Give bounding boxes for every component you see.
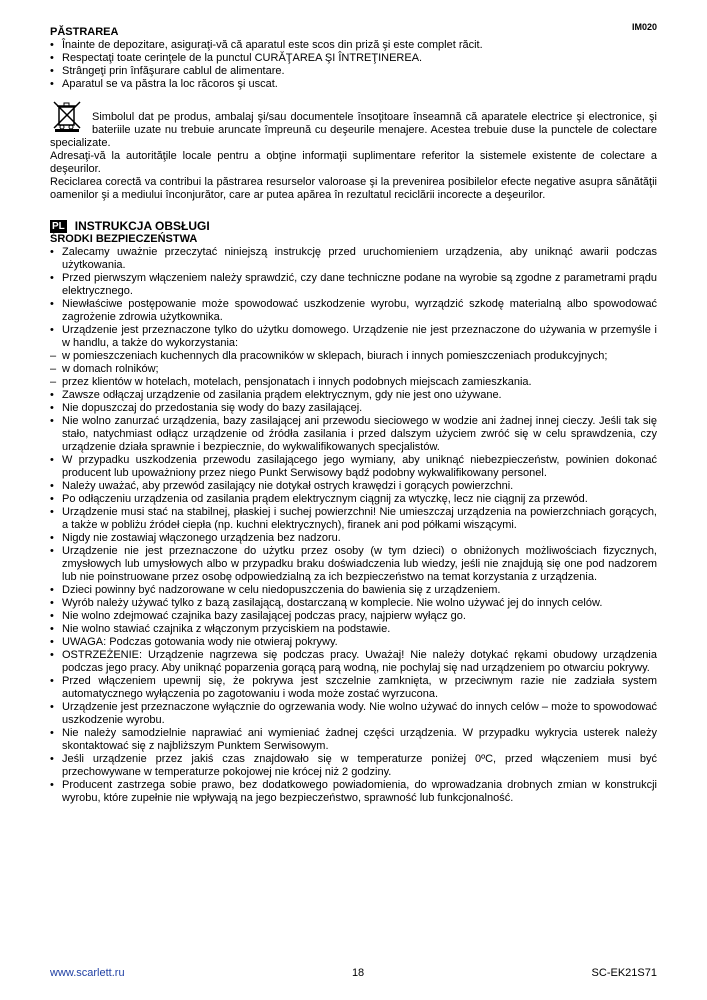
bullet-mark: • bbox=[50, 636, 54, 648]
crossed-bin-icon bbox=[50, 98, 84, 132]
list-item-text: Należy uważać, aby przewód zasilający nie dotykał ostrych krawędzi i gorących powierzchni. bbox=[62, 480, 514, 492]
page-number: 18 bbox=[351, 967, 365, 979]
bullet-mark: • bbox=[50, 246, 54, 258]
list-item-text: przez klientów w hotelach, motelach, pensjonatach i innych podobnych miejscach zamieszkania. bbox=[62, 376, 532, 388]
ro-paragraph-1: Adresaţi-vă la autorităţile locale pentru a obţine informaţii suplimentare referitor la sistemele existente de colectare a deşeurilor. bbox=[50, 150, 657, 175]
safety-heading: ŚRODKI BEZPIECZEŃSTWA bbox=[50, 233, 198, 245]
bullet-mark: • bbox=[50, 454, 54, 466]
list-item bbox=[50, 246, 657, 272]
list-item-text: Urządzenie jest przeznaczone tylko do użytku domowego. Urządzenie nie jest przeznaczone do używania w przemyśle i w handlu, a także do wykorzystania: bbox=[62, 324, 657, 349]
list-item bbox=[50, 272, 657, 298]
list-item bbox=[50, 350, 657, 363]
list-item-text: Respectaţi toate cerinţele de la punctul CURĂŢAREA ŞI ÎNTREŢINEREA. bbox=[62, 52, 423, 64]
bullet-mark: • bbox=[50, 610, 54, 622]
list-item-text: Producent zastrzega sobie prawo, bez dodatkowego powiadomienia, do wprowadzania drobnych zmian w konstrukcji wyrobu, które zupełnie nie wpływają na jego bezpieczeństwo, sprawność lub funkcjonalność. bbox=[62, 779, 657, 804]
bullet-mark: • bbox=[50, 480, 54, 492]
list-item-text: Niewłaściwe postępowanie może spowodować uszkodzenie wyrobu, wyrządzić szkodę materialną albo spowodować zagrożenie zdrowia użytkownika. bbox=[62, 298, 657, 323]
list-item-text: Înainte de depozitare, asiguraţi-vă că aparatul este scos din priză şi este complet răcit. bbox=[62, 39, 483, 51]
weee-text: Simbolul dat pe produs, ambalaj şi/sau documentele însoţitoare înseamnă că aparatele electrice şi electronice, şi bateriile uzate nu trebuie aruncate împreună cu deşeurile menajere. Acestea trebuie duse la punctele de colectare specializate. bbox=[50, 111, 657, 149]
bullet-mark: – bbox=[50, 376, 57, 388]
list-item-text: Przed pierwszym włączeniem należy sprawdzić, czy dane techniczne podane na wyrobie są zgodne z parametrami prądu elektrycznego. bbox=[62, 272, 657, 297]
list-item-text: Wyrób należy używać tylko z bazą zasilającą, dostarczaną w komplecie. Nie wolno używać jej do innych celów. bbox=[62, 597, 603, 609]
bullet-mark: • bbox=[50, 584, 54, 596]
bullet-mark: • bbox=[50, 506, 54, 518]
document-code: IM020 bbox=[631, 22, 657, 32]
list-item-text: Jeśli urządzenie przez jakiś czas znajdowało się w temperaturze poniżej 0ºC, przed włączeniem musi być przechowywane w temperaturze pokojowej nie krócej niż 2 godziny. bbox=[62, 753, 657, 778]
safety-list bbox=[50, 246, 657, 805]
list-item bbox=[50, 506, 657, 532]
list-item-text: Nie należy samodzielnie naprawiać ani wymieniać żadnej części urządzenia. W przypadku wykrycia usterek należy skontaktować się z najbliższym Punktem Serwisowym. bbox=[62, 727, 657, 752]
list-item bbox=[50, 376, 657, 389]
bullet-mark: • bbox=[50, 545, 54, 557]
list-item-text: OSTRZEŻENIE: Urządzenie nagrzewa się podczas pracy. Uważaj! Nie należy dotykać rękami obudowy urządzenia podczas jego pracy. Aby uniknąć poparzenia gorącą parą wodną, nie pochylaj się nad urządzeniem po otwarciu pokrywy. bbox=[62, 649, 657, 674]
list-item bbox=[50, 65, 657, 78]
list-item-text: Zawsze odłączaj urządzenie od zasilania prądem elektrycznym, gdy nie jest ono używane. bbox=[62, 389, 502, 401]
list-item-text: Nigdy nie zostawiaj włączonego urządzenia bez nadzoru. bbox=[62, 532, 341, 544]
bullet-mark: • bbox=[50, 597, 54, 609]
list-item bbox=[50, 636, 657, 649]
list-item bbox=[50, 52, 657, 65]
list-item-text: Nie dopuszczaj do przedostania się wody do bazy zasilającej. bbox=[62, 402, 363, 414]
bullet-mark: • bbox=[50, 39, 54, 51]
list-item-text: Urządzenie jest przeznaczone wyłącznie do ogrzewania wody. Nie wolno używać do innych celów – może to spowodować uszkodzenie wyrobu. bbox=[62, 701, 657, 726]
list-item bbox=[50, 727, 657, 753]
list-item-text: w pomieszczeniach kuchennych dla pracowników w sklepach, biurach i innych pomieszczeniach produkcyjnych; bbox=[62, 350, 608, 362]
bullet-mark: • bbox=[50, 65, 54, 77]
storage-list bbox=[50, 39, 657, 91]
bullet-mark: • bbox=[50, 298, 54, 310]
list-item-text: Po odłączeniu urządzenia od zasilania prądem elektrycznym ciągnij za wtyczkę, lecz nie ciągnij za przewód. bbox=[62, 493, 588, 505]
list-item-text: w domach rolników; bbox=[62, 363, 159, 375]
list-item-text: Nie wolno zdejmować czajnika bazy zasilającej podczas pracy, najpierw wyłącz go. bbox=[62, 610, 466, 622]
list-item bbox=[50, 753, 657, 779]
list-item bbox=[50, 701, 657, 727]
website-link[interactable]: www.scarlett.ru bbox=[50, 967, 125, 979]
list-item bbox=[50, 402, 657, 415]
list-item bbox=[50, 649, 657, 675]
list-item bbox=[50, 584, 657, 597]
footer bbox=[50, 967, 657, 979]
ro-paragraph-2: Reciclarea corectă va contribui la păstrarea resurselor valoroase şi la prevenirea posibilelor efecte negative asupra sănătăţii oamenilor şi a mediului înconjurător, care ar putea apărea în rezultatul reciclării incorecte a deşeurilor. bbox=[50, 176, 657, 201]
list-item bbox=[50, 675, 657, 701]
list-item-text: Nie wolno zanurzać urządzenia, bazy zasilającej ani przewodu sieciowego w wodzie ani żadnej innej cieczy. Jeśli tak się stało, natychmiast odłącz urządzenie od źródła zasilania i przed dalszym użyciem zwróć się w celu sprawdzenia, czy urządzenie działa sprawnie i bezpiecznie, do wykwalifikowanych specjalistów. bbox=[62, 415, 657, 453]
bullet-mark: • bbox=[50, 324, 54, 336]
weee-block bbox=[50, 97, 657, 150]
bullet-mark: – bbox=[50, 350, 57, 362]
list-item-text: UWAGA: Podczas gotowania wody nie otwieraj pokrywy. bbox=[62, 636, 338, 648]
bullet-mark: • bbox=[50, 623, 54, 635]
list-item bbox=[50, 532, 657, 545]
bullet-mark: • bbox=[50, 78, 54, 90]
storage-heading: PĂSTRAREA bbox=[50, 26, 119, 38]
list-item-text: W przypadku uszkodzenia przewodu zasilającego jego wymiany, aby uniknąć niebezpieczeństw, powinien dokonać producent lub upoważniony przez niego Punkt Serwisowy bądź podobny wykwalifikowany personel. bbox=[62, 454, 657, 479]
list-item bbox=[50, 610, 657, 623]
pl-heading-row bbox=[50, 220, 657, 233]
bullet-mark: – bbox=[50, 363, 57, 375]
bullet-mark: • bbox=[50, 272, 54, 284]
list-item-text: Zalecamy uważnie przeczytać niniejszą instrukcję przed uruchomieniem urządzenia, aby uniknąć awarii podczas użytkowania. bbox=[62, 246, 657, 271]
list-item-text: Urządzenie musi stać na stabilnej, płaskiej i suchej powierzchni! Nie umieszczaj urządzenia na powierzchniach gorących, a także w pobliżu źródeł ciepła (np. kuchni elektrycznych), firanek ani pod półkami wiszącymi. bbox=[62, 506, 657, 531]
bullet-mark: • bbox=[50, 402, 54, 414]
bullet-mark: • bbox=[50, 415, 54, 427]
list-item bbox=[50, 493, 657, 506]
page-content bbox=[50, 22, 657, 805]
list-item bbox=[50, 324, 657, 350]
bullet-mark: • bbox=[50, 701, 54, 713]
bullet-mark: • bbox=[50, 493, 54, 505]
list-item bbox=[50, 78, 657, 91]
list-item bbox=[50, 545, 657, 584]
list-item bbox=[50, 363, 657, 376]
language-badge: PL bbox=[52, 221, 65, 232]
list-item bbox=[50, 623, 657, 636]
bullet-mark: • bbox=[50, 532, 54, 544]
bullet-mark: • bbox=[50, 779, 54, 791]
list-item bbox=[50, 389, 657, 402]
list-item bbox=[50, 454, 657, 480]
list-item bbox=[50, 480, 657, 493]
list-item bbox=[50, 39, 657, 52]
bullet-mark: • bbox=[50, 727, 54, 739]
bullet-mark: • bbox=[50, 52, 54, 64]
list-item-text: Dzieci powinny być nadzorowane w celu niedopuszczenia do bawienia się z urządzeniem. bbox=[62, 584, 501, 596]
list-item bbox=[50, 597, 657, 610]
bullet-mark: • bbox=[50, 649, 54, 661]
model-number: SC-EK21S71 bbox=[591, 967, 657, 979]
list-item-text: Urządzenie nie jest przeznaczone do użytku przez osoby (w tym dzieci) o obniżonych możliwościach fizycznych, zmysłowych lub umysłowych albo w przypadku braku doświadczenia lub wiedzy, jeśli nie znajdują się one pod nadzorem lub nie poinstruowane przez osobę odpowiedzialną za ich bezpieczeństwo na temat korzystania z urządzenia. bbox=[62, 545, 657, 583]
list-item-text: Aparatul se va păstra la loc răcoros şi uscat. bbox=[62, 78, 278, 90]
pl-title: INSTRUKCJA OBSŁUGI bbox=[74, 219, 210, 233]
list-item bbox=[50, 779, 657, 805]
list-item-text: Nie wolno stawiać czajnika z włączonym przyciskiem na podstawie. bbox=[62, 623, 391, 635]
bullet-mark: • bbox=[50, 675, 54, 687]
list-item bbox=[50, 298, 657, 324]
bullet-mark: • bbox=[50, 753, 54, 765]
list-item-text: Strângeţi prin înfăşurare cablul de alimentare. bbox=[62, 65, 285, 77]
list-item-text: Przed włączeniem upewnij się, że pokrywa jest szczelnie zamknięta, w przeciwnym razie nie zadziała system automatycznego wyłączenia po zagotowaniu i woda może zostać wyrzucona. bbox=[62, 675, 657, 700]
list-item bbox=[50, 415, 657, 454]
bullet-mark: • bbox=[50, 389, 54, 401]
